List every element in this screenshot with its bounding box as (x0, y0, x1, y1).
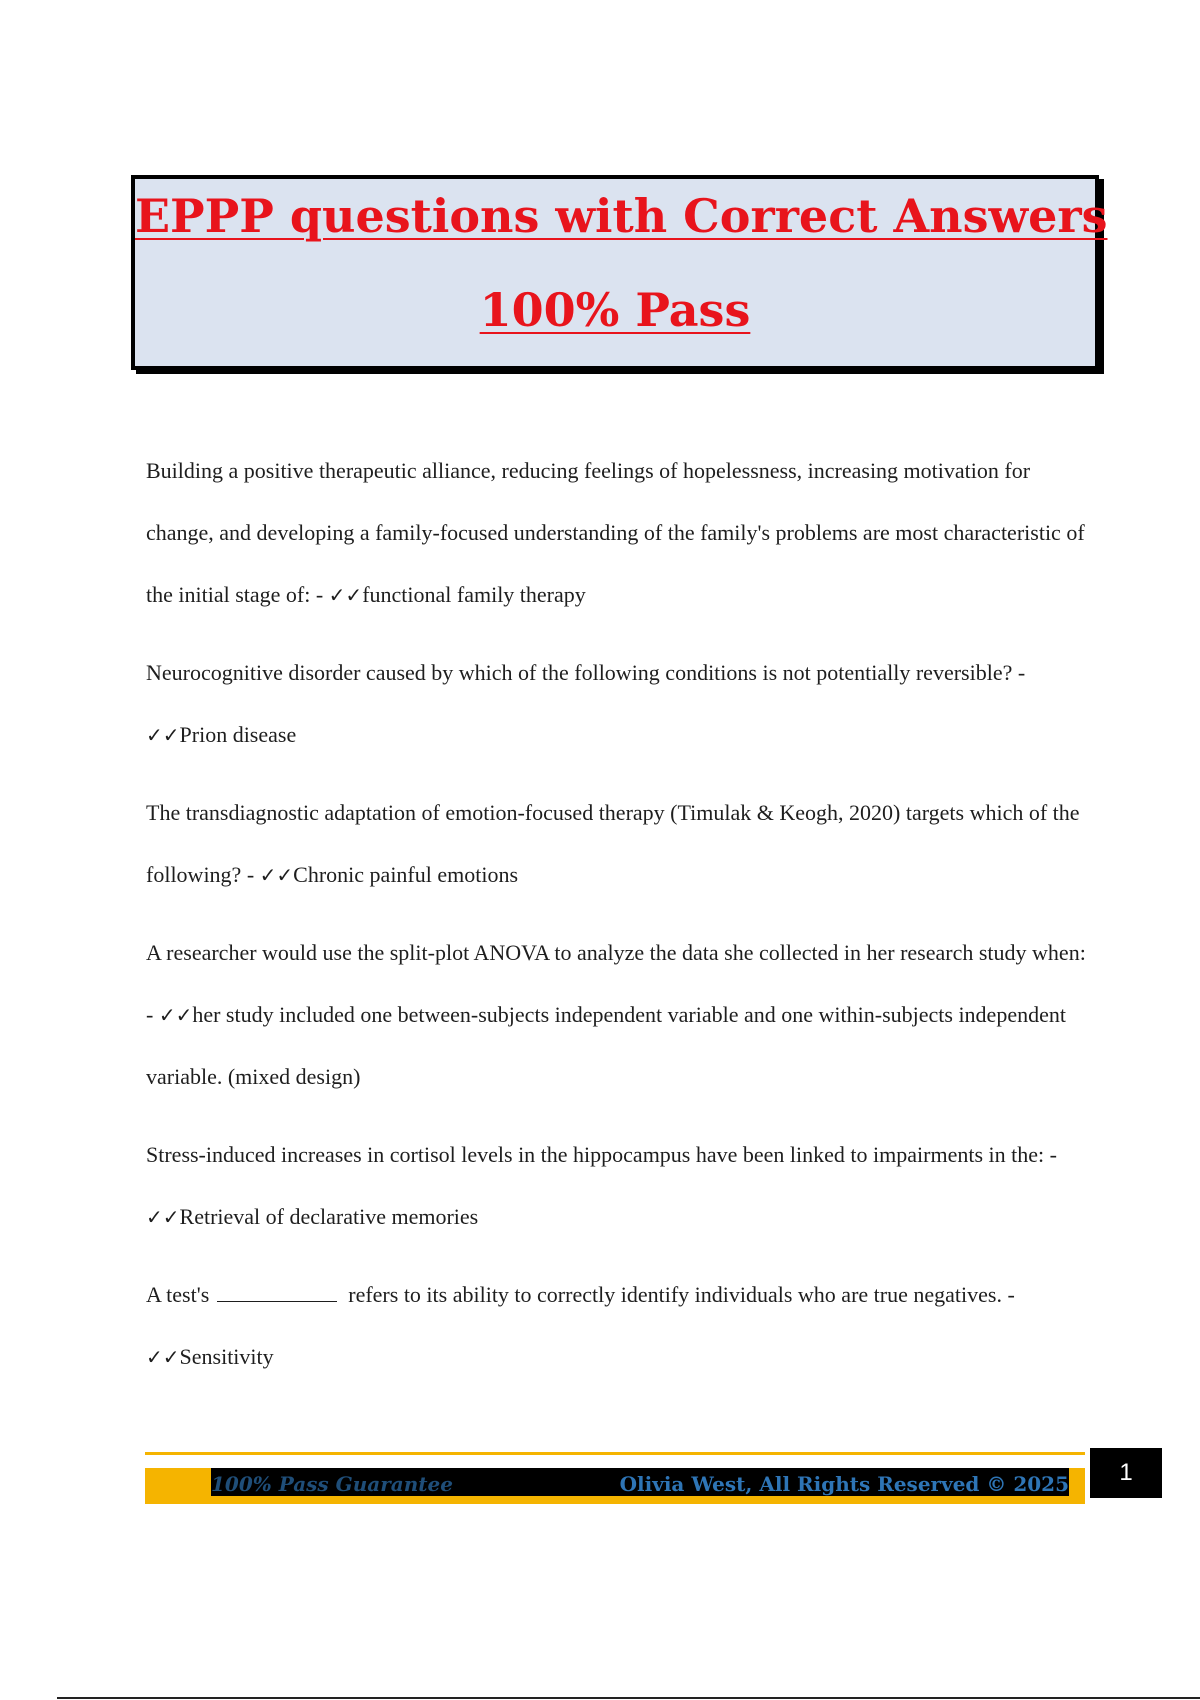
question-text: A test's (146, 1282, 215, 1307)
check-icon: ✓✓ (158, 1003, 193, 1027)
check-icon: ✓✓ (146, 1345, 180, 1369)
qa-item-2 (146, 642, 1086, 766)
fill-in-blank (217, 1285, 337, 1302)
answer-text: her study included one between-subjects independent variable and one within-subjects independent variable. (mixed design) (146, 1002, 1066, 1089)
document-title: EPPP questions with Correct Answers (135, 189, 1108, 243)
answer-text: functional family therapy (362, 582, 586, 607)
answer-text: Sensitivity (179, 1344, 274, 1369)
question-text: Building a positive therapeutic alliance, reducing feelings of hopelessness, increasing motivation for change, and developing a family-focused understanding of the family's problems are most characteristic of the initial stage of: - (146, 458, 1085, 607)
page-number: 1 (1090, 1448, 1162, 1498)
qa-item-5 (146, 1124, 1086, 1248)
answer-text: Retrieval of declarative memories (179, 1204, 479, 1229)
question-text: The transdiagnostic adaptation of emotion-focused therapy (Timulak & Keogh, 2020) targets which of the following? - (146, 800, 1080, 887)
qa-item-3 (146, 782, 1086, 906)
page-bottom-rule (57, 1697, 1200, 1699)
qa-item-4 (146, 922, 1086, 1108)
question-text: refers to its ability to correctly identify individuals who are true negatives. - (342, 1282, 1015, 1307)
question-text: A researcher would use the split-plot ANOVA to analyze the data she collected in her research study when: - (146, 940, 1086, 1027)
page-footer (145, 1452, 1085, 1504)
qa-list (146, 440, 1086, 1404)
footer-rule (145, 1452, 1085, 1455)
answer-text: Chronic painful emotions (293, 862, 519, 887)
answer-text: Prion disease (179, 722, 297, 747)
question-text: Neurocognitive disorder caused by which of the following conditions is not potentially reversible? - (146, 660, 1026, 685)
qa-item-6 (146, 1264, 1086, 1388)
check-icon: ✓✓ (328, 583, 363, 607)
title-box (131, 175, 1108, 370)
footer-guarantee-text: 100% Pass Guarantee (211, 1472, 453, 1496)
check-icon: ✓✓ (259, 863, 294, 887)
check-icon: ✓✓ (146, 723, 180, 747)
document-subtitle: 100% Pass (479, 283, 751, 337)
qa-item-1 (146, 440, 1086, 626)
check-icon: ✓✓ (146, 1205, 180, 1229)
question-text: Stress-induced increases in cortisol levels in the hippocampus have been linked to impairments in the: - (146, 1142, 1057, 1167)
footer-copyright-text: Olivia West, All Rights Reserved © 2025 (619, 1472, 1069, 1496)
